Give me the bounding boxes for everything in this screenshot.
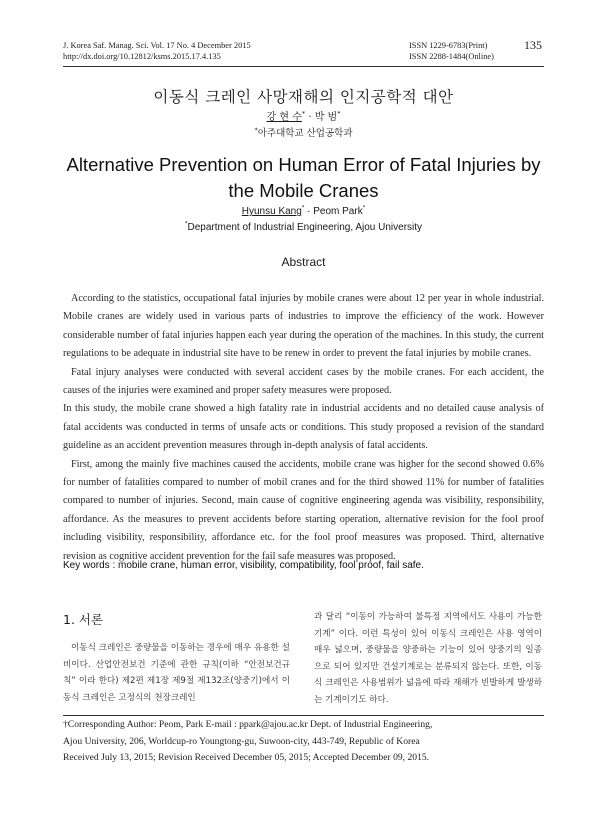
doi-link[interactable]: http://dx.doi.org/10.12812/ksms.2015.17.4.135: [63, 52, 221, 61]
abstract-paragraph: First, among the mainly five machines caused the accidents, mobile crane was higher for the second showed 0.6% for number of fatalities compared to number of mobil cranes and for the third showed 11% for number of fatalities compared to number of injuries. Second, main cause of cognitive engineering agenda was visibility, responsibility, affordance. As the measures to prevent accidents before starting operation, alternative revision for the fool proof including visibility, responsibility, affordance etc. for the fool proof measures was proposed. Third, alternative revision as cognitive accident prevention for the fail safe measures was proposed.: [63, 458, 544, 562]
author-mark: *: [337, 109, 341, 118]
header-divider: [63, 66, 544, 67]
footnote-divider: [63, 715, 544, 716]
body-column-right: 과 달리 “이동이 가능하여 불특정 지역에서도 사용이 가능한 기계” 이다. 이런 특성이 있어 이동식 크레인은 사용 영역이 매우 넓으며, 중량물을 양중하는 기능이 있어 양중기의 일종으로 되어 있지만 건설기계로는 분류되지 않는다. 또한, 이동식 크레인은 사용범위가 넓음에 따라 재해가 빈발하게 발생하는 기계이기도 하다.: [314, 612, 542, 705]
author-separator: ·: [305, 112, 315, 123]
korean-title: 이동식 크레인 사망재해의 인지공학적 대안: [153, 88, 454, 106]
footnote-line: Received July 13, 2015; Revision Received December 05, 2015; Accepted December 09, 2015.: [63, 752, 430, 763]
english-authors: [63, 206, 544, 217]
korean-author-1: 강 현 수: [266, 112, 302, 123]
abstract-paragraph: According to the statistics, occupational fatal injuries by mobile cranes were about 12 per year in whole industrial. Mobile cranes are widely used in various parts of industries to improve the efficiency of the work. However considerable number of fatal injuries happen each year during the operation of the machines. In this study, the current regulations to be adequate in industrial site have to be renew in order to prevent the fatal injuries by mobile cranes.: [63, 293, 544, 360]
journal-citation: J. Korea Saf. Manag. Sci. Vol. 17 No. 4 December 2015: [63, 41, 251, 50]
abstract-paragraph: In this study, the mobile crane showed a high fatality rate in industrial accidents and no detailed cause analysis of fatal accidents was conducted in terms of unsafe acts or conditions. This study proposed a revision of the standard guideline as an accident prevention measures through in-depth analysis of fatal accidents.: [63, 403, 544, 452]
english-title: Alternative Prevention on Human Error of Fatal Injuries by the Mobile Cranes: [66, 154, 541, 201]
author-mark: *: [301, 204, 305, 212]
issn-online: ISSN 2288-1484(Online): [409, 52, 494, 61]
abstract-heading: Abstract: [281, 255, 326, 269]
issn-print: ISSN 1229-6783(Print): [409, 41, 488, 50]
affiliation-mark: *: [184, 220, 188, 228]
author-mark: *: [362, 204, 366, 212]
korean-authors: [63, 108, 544, 123]
keywords: Key words : mobile crane, human error, visibility, compatibility, fool proof, fail safe.: [63, 560, 424, 571]
korean-author-2: 박 범: [314, 112, 338, 123]
english-affiliation: *Department of Industrial Engineering, Ajou University: [184, 220, 423, 233]
author-mark: *: [301, 109, 306, 118]
abstract-paragraph: Fatal injury analyses were conducted with several accident cases by the mobile cranes. For each accident, the causes of the injuries were examined and proper safety measures were proposed.: [63, 366, 544, 397]
english-author-2: Peom Park: [313, 206, 363, 217]
body-column-left: 이동식 크레인은 중량물을 이동하는 경우에 매우 유용한 설비이다. 산업안전보건 기준에 관한 규칙(이하 “안전보건규칙” 이라 한다) 제2편 제1장 제9절 제132조(양중기)에서 이동식 크레인은 고정식의 천장크레인: [63, 643, 290, 703]
section-heading: 1. 서론: [63, 612, 104, 627]
affiliation-mark: *: [254, 125, 258, 134]
journal-header-left: [63, 40, 251, 62]
author-separator: ·: [304, 206, 314, 217]
page-number: 135: [524, 38, 542, 52]
english-author-1: Hyunsu Kang: [241, 206, 302, 217]
abstract-body: [63, 290, 544, 566]
journal-header-right: [409, 40, 494, 62]
corresponding-author-footnote: [63, 717, 544, 767]
footnote-line: †Corresponding Author: Peom, Park E-mail : ppark@ajou.ac.kr Dept. of Industrial Engineering,: [63, 719, 433, 730]
korean-affiliation: *아주대학교 산업공학과: [254, 125, 353, 139]
footnote-line: Ajou University, 206, Worldcup-ro Youngtong-gu, Suwoon-city, 443-749, Republic of Korea: [63, 735, 420, 747]
